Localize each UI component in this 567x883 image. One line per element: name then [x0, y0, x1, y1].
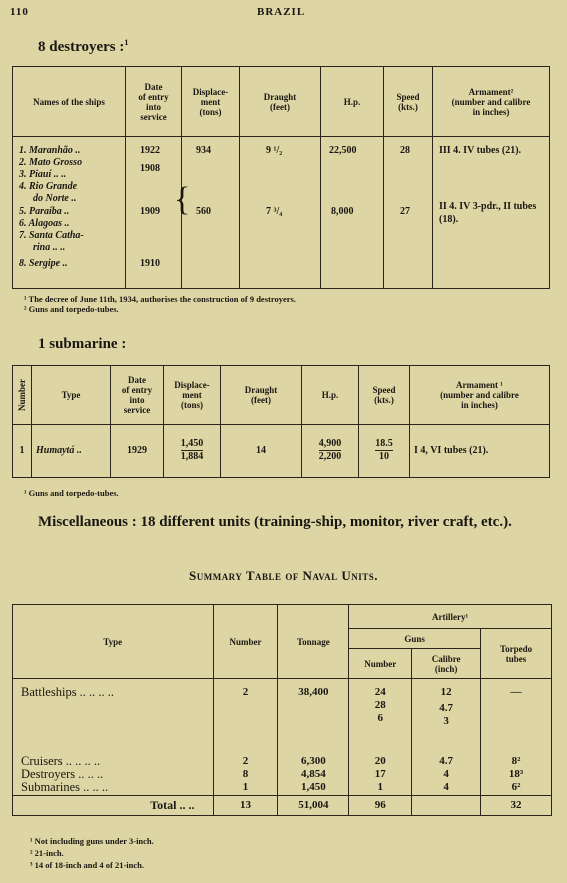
row-type: Destroyers .. .. .. — [21, 767, 104, 782]
col-type: Type — [13, 605, 214, 679]
type-cell — [13, 679, 214, 796]
col-calibre: Calibre (inch) — [412, 649, 481, 679]
ship-name: do Norte .. — [33, 193, 77, 204]
entry-date: 1910 — [140, 258, 160, 269]
row-tonnage: 38,400 — [298, 686, 329, 699]
destroyers-title: 8 destroyers :$^1$ — [38, 38, 129, 55]
row-calibre: 12 — [440, 686, 452, 699]
total-torpedo: 32 — [481, 795, 552, 815]
total-label: Total .. .. — [13, 795, 214, 815]
row-guns: 20 — [374, 755, 386, 768]
row-tonnage: 1,450 — [300, 781, 326, 794]
col-guns-number: Number — [349, 649, 412, 679]
col-armament: Armament ¹ (number and calibre in inches) — [410, 366, 550, 425]
summary-footnote: ³ 14 of 18-inch and 4 of 21-inch. — [30, 860, 145, 870]
submarine-footnote: ¹ Guns and torpedo-tubes. — [24, 488, 119, 498]
row-number: 2 — [242, 686, 249, 699]
miscellaneous-text: Miscellaneous : 18 different units (training-ship, monitor, river craft, etc.). — [38, 514, 512, 530]
row-guns: 1 — [377, 781, 383, 794]
entry-date: 1909 — [140, 206, 160, 217]
col-names: Names of the ships — [13, 67, 126, 137]
col-artillery: Artillery¹ — [349, 605, 552, 629]
row-number: 2 — [242, 755, 249, 768]
speed-cell — [384, 137, 433, 289]
ship-name: rina .. .. — [33, 242, 66, 253]
col-date: Date of entry into service — [111, 366, 164, 425]
col-date: Date of entry into service — [126, 67, 182, 137]
displacement-value: 560 — [196, 206, 211, 217]
ships-cell — [13, 137, 126, 289]
row-calibre: 4.7 — [439, 755, 453, 768]
guns-cell — [349, 679, 412, 796]
running-title: BRAZIL — [257, 6, 306, 18]
summary-title: Summary Table of Naval Units. — [188, 568, 379, 583]
row-guns: 24 — [374, 686, 386, 699]
entry-date: 1908 — [140, 163, 160, 174]
destroyers-table — [12, 66, 550, 289]
summary-footnote: ² 21-inch. — [30, 848, 64, 858]
total-number: 13 — [213, 795, 278, 815]
col-type: Type — [32, 366, 111, 425]
sub-displacement: $\frac{1,450}{1,884}$ — [164, 424, 221, 477]
row-tonnage: 6,300 — [300, 755, 326, 768]
summary-footnote: ¹ Not including guns under 3-inch. — [30, 836, 154, 846]
draught-cell — [240, 137, 321, 289]
ship-name: 8. Sergipe .. — [19, 258, 68, 269]
row-guns: 6 — [377, 712, 383, 725]
sub-number: 1 — [13, 424, 32, 477]
displacement-value: 934 — [196, 145, 211, 156]
col-hp: H.p. — [302, 366, 359, 425]
draught-value: 9 ¹/₂ — [266, 145, 283, 156]
ship-name: 2. Mato Grosso — [19, 157, 83, 168]
col-speed: Speed (kts.) — [359, 366, 410, 425]
ship-name: 3. Piauí .. .. — [19, 169, 67, 180]
sub-date: 1929 — [111, 424, 164, 477]
col-torpedo: Torpedo tubes — [481, 629, 552, 679]
sub-draught: 14 — [221, 424, 302, 477]
col-draught: Draught (feet) — [240, 67, 321, 137]
hp-cell — [321, 137, 384, 289]
row-torpedo: 18³ — [508, 768, 524, 781]
draught-value: 7 ³/₄ — [266, 206, 283, 217]
row-type: Submarines .. .. .. — [21, 780, 109, 795]
ship-name: 1. Maranhão .. — [19, 145, 81, 156]
ship-name: 4. Rio Grande — [19, 181, 78, 192]
speed-value: 28 — [400, 145, 410, 156]
total-calibre — [412, 795, 481, 815]
row-guns: 28 — [374, 699, 386, 712]
hp-value: 22,500 — [329, 145, 357, 156]
row-torpedo: — — [510, 686, 522, 699]
calibre-cell — [412, 679, 481, 796]
entry-date: 1922 — [140, 145, 160, 156]
col-number: Number — [13, 366, 32, 425]
armament-cell — [433, 137, 550, 289]
row-tonnage: 4,854 — [300, 768, 326, 781]
sub-type: Humaytá .. — [32, 424, 111, 477]
speed-value: 27 — [400, 206, 410, 217]
col-displacement: Displace- ment (tons) — [182, 67, 240, 137]
ship-name: 7. Santa Catha- — [19, 230, 84, 241]
hp-value: 8,000 — [331, 206, 354, 217]
summary-table — [12, 604, 552, 816]
total-tonnage: 51,004 — [278, 795, 349, 815]
row-torpedo: 6² — [511, 781, 521, 794]
summary-body — [13, 679, 552, 796]
group-brace: { — [174, 181, 191, 218]
dates-cell — [126, 137, 191, 289]
col-hp: H.p. — [321, 67, 384, 137]
row-type: Cruisers .. .. .. .. — [21, 754, 101, 769]
armament-value: II 4. IV 3-pdr., II tubes (18). — [439, 201, 537, 225]
row-calibre: 3 — [443, 715, 449, 728]
armament-value: III 4. IV tubes (21). — [439, 145, 522, 156]
row-calibre: 4 — [443, 781, 449, 794]
col-speed: Speed (kts.) — [384, 67, 433, 137]
row-number: 8 — [242, 768, 249, 781]
ship-name: 5. Paraíba .. — [19, 206, 70, 217]
total-guns: 96 — [349, 795, 412, 815]
ship-name: 6. Alagoas .. — [19, 218, 70, 229]
sub-speed: $\frac{18.5}{10}$ — [359, 424, 410, 477]
page-number: 110 — [10, 6, 29, 18]
table-row — [13, 424, 550, 477]
row-number: 1 — [242, 781, 249, 794]
row-torpedo: 8² — [511, 755, 521, 768]
col-guns: Guns — [349, 629, 481, 649]
number-cell — [213, 679, 278, 796]
row-calibre: 4.7 — [439, 702, 453, 715]
row-type: Battleships .. .. .. .. — [21, 685, 115, 700]
total-row — [13, 795, 552, 815]
col-draught: Draught (feet) — [221, 366, 302, 425]
col-tonnage: Tonnage — [278, 605, 349, 679]
submarine-table — [12, 365, 550, 478]
sub-hp: $\frac{4,900}{2,200}$ — [302, 424, 359, 477]
col-displacement: Displace- ment (tons) — [164, 366, 221, 425]
destroyers-footnote: ² Guns and torpedo-tubes. — [24, 304, 119, 314]
torpedo-cell — [481, 679, 552, 796]
row-calibre: 4 — [443, 768, 449, 781]
displacement-cell — [182, 137, 240, 289]
sub-armament: I 4, VI tubes (21). — [410, 424, 550, 477]
col-number: Number — [213, 605, 278, 679]
submarine-title: 1 submarine : — [38, 336, 127, 352]
col-armament: Armament² (number and calibre in inches) — [433, 67, 550, 137]
row-guns: 17 — [374, 768, 386, 781]
destroyers-footnote: ¹ The decree of June 11th, 1934, authorises the construction of 9 destroyers. — [24, 294, 296, 304]
tonnage-cell — [278, 679, 349, 796]
